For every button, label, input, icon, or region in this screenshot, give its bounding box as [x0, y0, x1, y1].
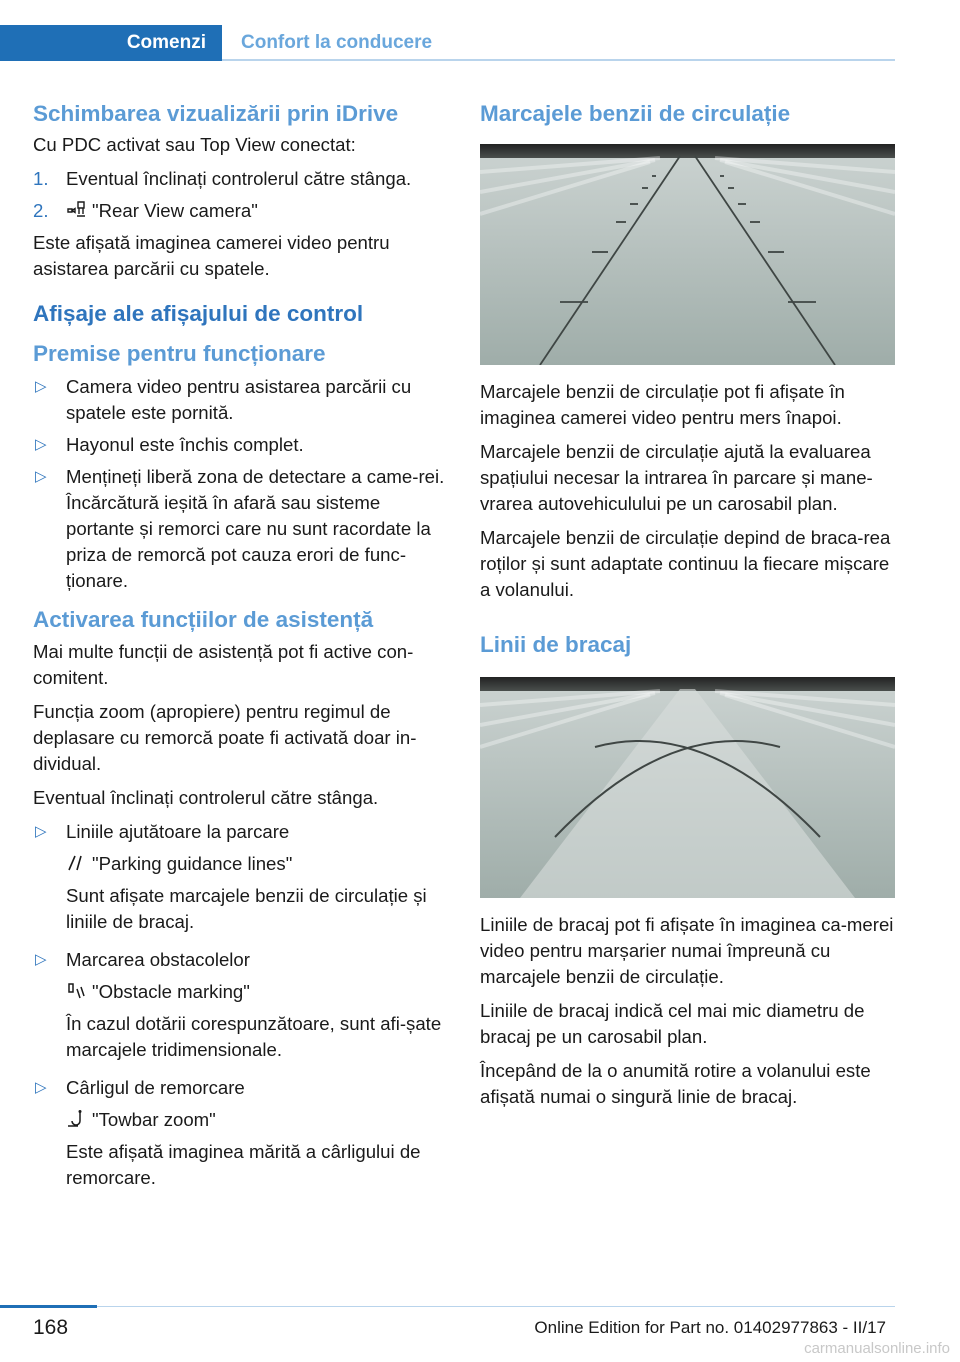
activate-text-2: Funcția zoom (apropiere) pentru regimul de deplasare cu remorcă poate fi activată doar in-dividual.: [33, 700, 417, 774]
turn-text-2: Liniile de bracaj indică cel mai mic diametru de bracaj pe un carosabil plan.: [480, 1000, 865, 1048]
premise-list: [33, 374, 448, 594]
assist-option: [66, 1107, 448, 1133]
header-divider: [222, 59, 895, 61]
assist-title: Liniile ajutătoare la parcare: [66, 820, 290, 842]
premise-item: [33, 432, 448, 458]
rear-view-camera-icon: [66, 200, 86, 220]
assist-option-label: "Towbar zoom": [92, 1108, 216, 1130]
lane-markings-figure: [480, 144, 895, 365]
towbar-zoom-icon: [66, 1109, 86, 1129]
assist-desc: În cazul dotării corespunzătoare, sunt afi-șate marcajele tridimensionale.: [66, 1012, 442, 1060]
step-number: 1.: [33, 168, 49, 190]
assist-desc: Sunt afișate marcajele benzii de circulație și liniile de bracaj.: [66, 884, 427, 932]
heading-premise: Premise pentru funcționare: [33, 341, 326, 367]
activate-text-3: Eventual înclinați controlerul către stânga.: [33, 786, 379, 808]
watermark: carmanualsonline.info: [804, 1340, 950, 1357]
parking-guidance-lines-icon: [66, 853, 86, 873]
lane-text-1: Marcajele benzii de circulație pot fi afișate în imaginea camerei video pentru mers înapoi.: [480, 381, 845, 429]
tab-confort-la-conducere[interactable]: Confort la conducere: [241, 32, 433, 53]
triangle-bullet-icon: ▷: [35, 950, 47, 968]
assist-desc: Este afișată imaginea mărită a cârligului de remorcare.: [66, 1140, 421, 1188]
left-column: [33, 100, 448, 1197]
heading-activate: Activarea funcțiilor de asistență: [33, 607, 374, 633]
premise-text: Mențineți liberă zona de detectare a came-rei. Încărcătură ieșită în afară sau sisteme portante și remorci care nu sunt racordate la priza de remorcă pot cauza erori de func-ționare.: [66, 466, 445, 592]
step-number: 2.: [33, 200, 49, 222]
triangle-bullet-icon: ▷: [35, 468, 47, 486]
footer-divider: [97, 1306, 895, 1307]
turn-text-3: Începând de la o anumită rotire a volanului este afișată numai o singură linie de bracaj.: [480, 1060, 871, 1108]
step-item: [33, 198, 448, 224]
premise-item: [33, 464, 448, 594]
assist-option-label: "Obstacle marking": [92, 980, 250, 1002]
assist-item: [33, 947, 448, 1063]
assist-item: [33, 819, 448, 935]
assist-option: [66, 851, 448, 877]
heading-change-view: Schimbarea vizualizării prin iDrive: [33, 101, 399, 126]
step-text: "Rear View camera": [92, 200, 258, 222]
premise-item: [33, 374, 448, 426]
lane-text-2: Marcajele benzii de circulație ajută la evaluarea spațiului necesar la intrarea în parcare și mane-vrarea autovehiculului pe un carosabil plan.: [480, 441, 873, 515]
triangle-bullet-icon: ▷: [35, 822, 47, 840]
assist-title: Cârligul de remorcare: [66, 1076, 245, 1098]
header-bar: [0, 0, 895, 62]
right-column: [480, 100, 895, 1110]
image-shown-text: Este afișată imaginea camerei video pentru asistarea parcării cu spatele.: [33, 232, 390, 280]
turn-text-1: Liniile de bracaj pot fi afișate în imaginea ca-merei video pentru marșarier numai împreună cu marcajele benzii de circulație.: [480, 914, 894, 988]
assist-list: [33, 819, 448, 1191]
triangle-bullet-icon: ▷: [35, 378, 47, 396]
assist-title: Marcarea obstacolelor: [66, 948, 250, 970]
turning-lines-figure: [480, 677, 895, 898]
premise-text: Hayonul este închis complet.: [66, 434, 304, 456]
activate-text-1: Mai multe funcții de asistență pot fi active con-comitent.: [33, 640, 414, 688]
step-text: Eventual înclinați controlerul către stânga.: [66, 168, 412, 190]
lane-text-3: Marcajele benzii de circulație depind de braca-rea roților și sunt adaptate continuu la fiecare mișcare a volanului.: [480, 527, 891, 601]
heading-displays: Afișaje ale afișajului de control: [33, 301, 364, 327]
step-item: [33, 166, 448, 192]
heading-lane-markings: Marcajele benzii de circulație: [480, 101, 791, 126]
steps-list: [33, 166, 448, 224]
assist-option-label: "Parking guidance lines": [92, 852, 293, 874]
premise-text: Camera video pentru asistarea parcării cu spatele este pornită.: [66, 376, 412, 424]
assist-item: [33, 1075, 448, 1191]
triangle-bullet-icon: ▷: [35, 1078, 47, 1096]
page-number: 168: [33, 1316, 69, 1339]
triangle-bullet-icon: ▷: [35, 436, 47, 454]
edition-text: Online Edition for Part no. 01402977863 - II/17: [534, 1318, 886, 1337]
footer-accent-bar: [0, 1305, 97, 1308]
heading-turning-lines: Linii de bracaj: [480, 632, 632, 658]
assist-option: [66, 979, 448, 1005]
condition-text: Cu PDC activat sau Top View conectat:: [33, 134, 356, 156]
obstacle-marking-icon: [66, 981, 86, 1001]
tab-comenzi[interactable]: Comenzi: [0, 25, 222, 61]
